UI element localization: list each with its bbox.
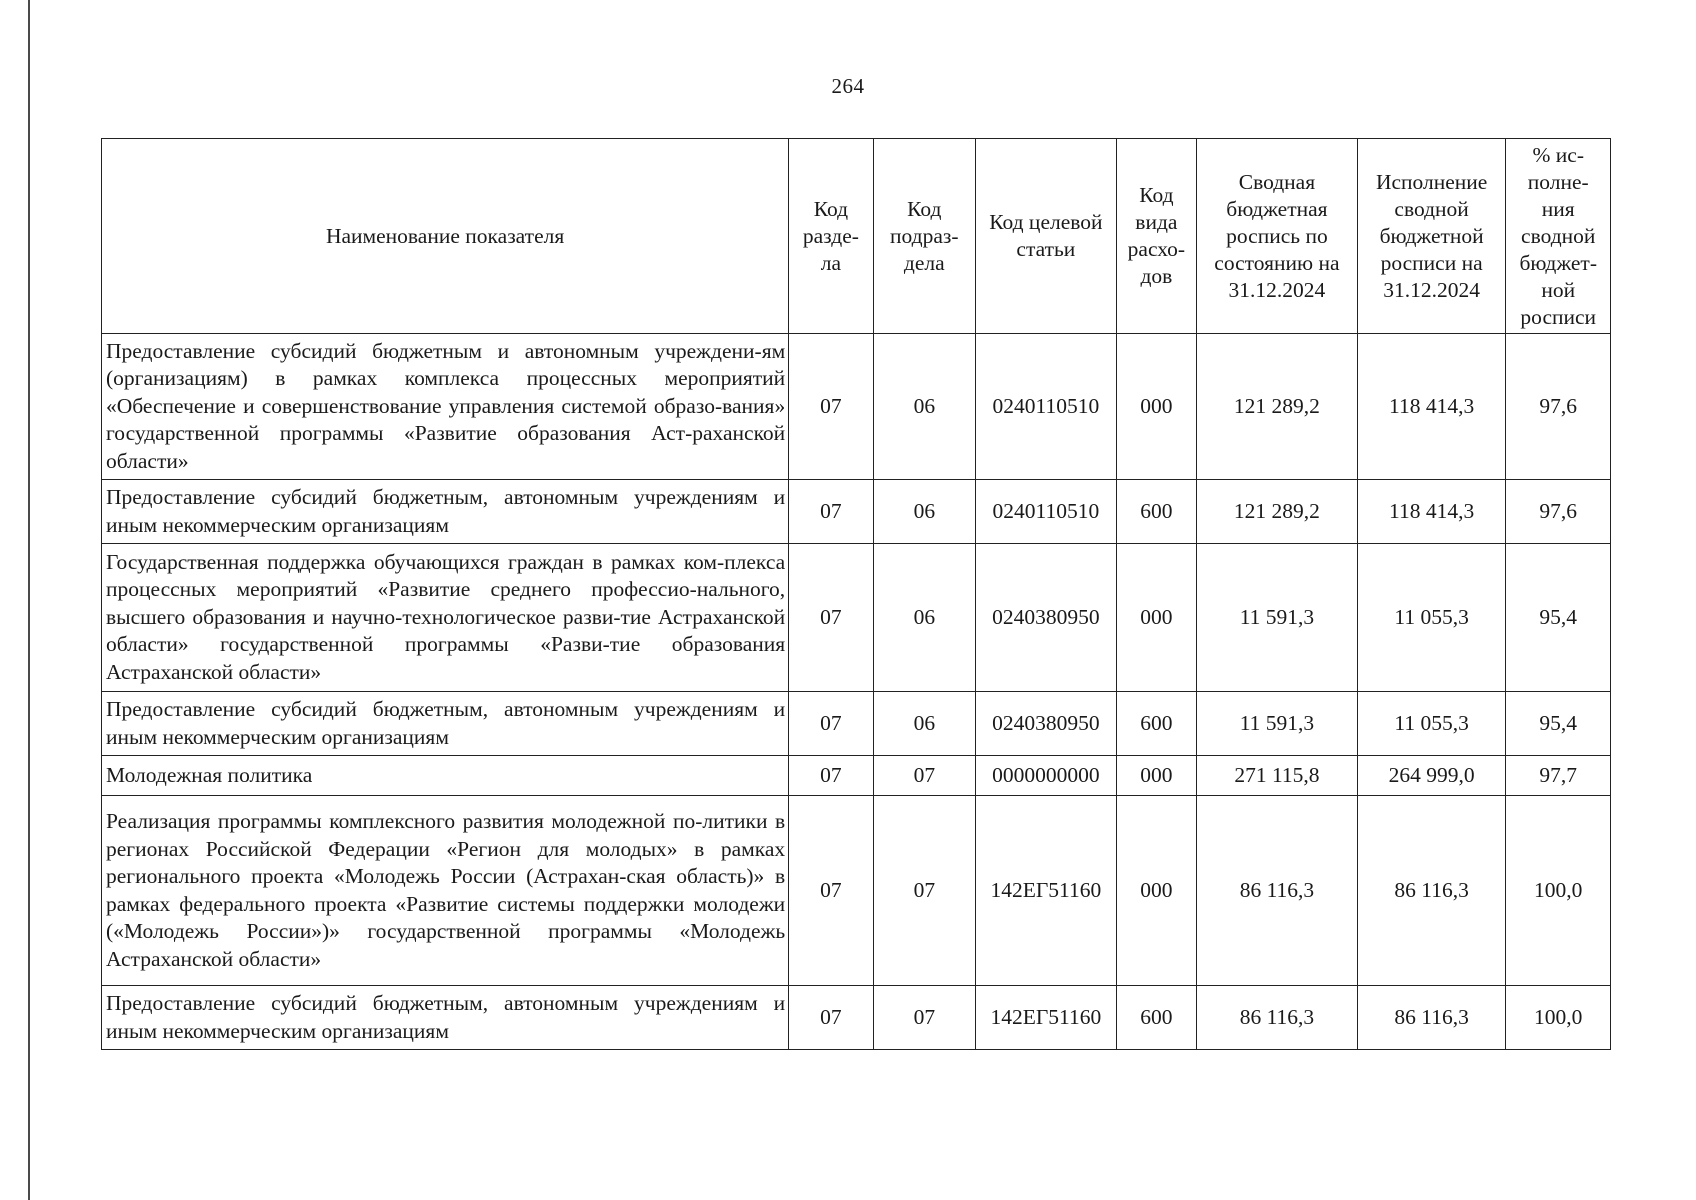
- row-section: 07: [789, 544, 873, 692]
- row-execution: 11 055,3: [1357, 692, 1506, 756]
- row-execution: 118 414,3: [1357, 480, 1506, 544]
- row-plan: 86 116,3: [1197, 796, 1358, 986]
- row-section: 07: [789, 756, 873, 796]
- budget-execution-table: [101, 138, 1611, 1050]
- row-section: 07: [789, 480, 873, 544]
- row-target: 142ЕГ51160: [976, 796, 1117, 986]
- row-percent: 97,7: [1506, 756, 1611, 796]
- row-plan: 11 591,3: [1197, 692, 1358, 756]
- row-section: 07: [789, 334, 873, 480]
- header-section: Код разде- ла: [789, 139, 873, 334]
- table-row: [102, 756, 1611, 796]
- row-execution: 118 414,3: [1357, 334, 1506, 480]
- row-subsection: 06: [873, 692, 975, 756]
- row-subsection: 06: [873, 334, 975, 480]
- row-name: Предоставление субсидий бюджетным, автономным учреждениям и иным некоммерческим организациям: [102, 692, 789, 756]
- row-target: 0240110510: [976, 334, 1117, 480]
- row-target: 0240110510: [976, 480, 1117, 544]
- header-execution: Исполнение сводной бюджетной росписи на 31.12.2024: [1357, 139, 1506, 334]
- header-plan: Сводная бюджетная роспись по состоянию на 31.12.2024: [1197, 139, 1358, 334]
- row-percent: 100,0: [1506, 796, 1611, 986]
- row-name: Реализация программы комплексного развития молодежной по-литики в регионах Российской Федерации «Регион для молодых» в рамках регионального проекта «Молодежь России (Астрахан-ская область)» в рамках федерального проекта «Развитие системы поддержки молодежи («Молодежь России»)» государственной программы «Молодежь Астраханской области»: [102, 796, 789, 986]
- row-kind: 600: [1116, 986, 1196, 1050]
- table-body: [102, 334, 1611, 1050]
- row-plan: 271 115,8: [1197, 756, 1358, 796]
- row-execution: 11 055,3: [1357, 544, 1506, 692]
- row-kind: 000: [1116, 756, 1196, 796]
- row-name: Молодежная политика: [102, 756, 789, 796]
- row-percent: 100,0: [1506, 986, 1611, 1050]
- row-subsection: 07: [873, 986, 975, 1050]
- table-row: [102, 480, 1611, 544]
- row-percent: 97,6: [1506, 480, 1611, 544]
- header-subsection: Код подраз- дела: [873, 139, 975, 334]
- header-name: Наименование показателя: [102, 139, 789, 334]
- header-percent: % ис- полне- ния сводной бюджет- ной росписи: [1506, 139, 1611, 334]
- row-target: 0240380950: [976, 544, 1117, 692]
- row-kind: 000: [1116, 334, 1196, 480]
- row-percent: 97,6: [1506, 334, 1611, 480]
- row-section: 07: [789, 986, 873, 1050]
- row-execution: 86 116,3: [1357, 796, 1506, 986]
- row-kind: 600: [1116, 692, 1196, 756]
- table-row: [102, 544, 1611, 692]
- row-target: 142ЕГ51160: [976, 986, 1117, 1050]
- row-kind: 000: [1116, 544, 1196, 692]
- row-subsection: 06: [873, 480, 975, 544]
- row-name: Предоставление субсидий бюджетным и автономным учреждени-ям (организациям) в рамках комплекса процессных мероприятий «Обеспечение и совершенствование управления системой образо-вания» государственной программы «Развитие образования Аст-раханской области»: [102, 334, 789, 480]
- row-subsection: 06: [873, 544, 975, 692]
- row-kind: 000: [1116, 796, 1196, 986]
- header-target: Код целевой статьи: [976, 139, 1117, 334]
- table-row: [102, 334, 1611, 480]
- table-row: [102, 692, 1611, 756]
- row-subsection: 07: [873, 756, 975, 796]
- row-name: Государственная поддержка обучающихся граждан в рамках ком-плекса процессных мероприятий «Развитие среднего профессио-нального, высшего образования и научно-технологическое разви-тие Астраханской области» государственной программы «Разви-тие образования Астраханской области»: [102, 544, 789, 692]
- row-name: Предоставление субсидий бюджетным, автономным учреждениям и иным некоммерческим организациям: [102, 986, 789, 1050]
- row-plan: 121 289,2: [1197, 334, 1358, 480]
- table-row: [102, 986, 1611, 1050]
- row-target: 0000000000: [976, 756, 1117, 796]
- row-kind: 600: [1116, 480, 1196, 544]
- row-percent: 95,4: [1506, 544, 1611, 692]
- row-execution: 86 116,3: [1357, 986, 1506, 1050]
- row-section: 07: [789, 796, 873, 986]
- row-target: 0240380950: [976, 692, 1117, 756]
- row-plan: 11 591,3: [1197, 544, 1358, 692]
- row-percent: 95,4: [1506, 692, 1611, 756]
- row-section: 07: [789, 692, 873, 756]
- table-header: [102, 139, 1611, 334]
- row-subsection: 07: [873, 796, 975, 986]
- row-execution: 264 999,0: [1357, 756, 1506, 796]
- scan-edge-line: [28, 0, 30, 1200]
- header-row: [102, 139, 1611, 334]
- header-kind: Код вида расхо- дов: [1116, 139, 1196, 334]
- row-plan: 121 289,2: [1197, 480, 1358, 544]
- row-name: Предоставление субсидий бюджетным, автономным учреждениям и иным некоммерческим организациям: [102, 480, 789, 544]
- table-row: [102, 796, 1611, 986]
- page-number: 264: [831, 74, 865, 98]
- row-plan: 86 116,3: [1197, 986, 1358, 1050]
